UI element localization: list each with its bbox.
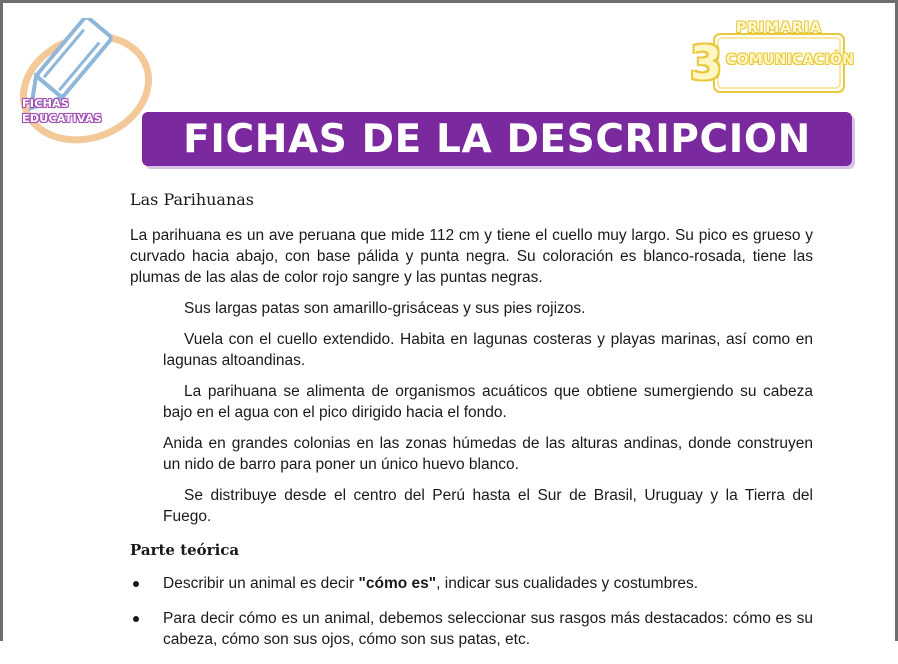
paragraph: La parihuana se alimenta de organismos acuáticos que obtiene sumergiendo su cabeza bajo en el agua con el pico dirigido hacia el fondo.: [163, 383, 813, 421]
paragraph: Se distribuye desde el centro del Perú hasta el Sur de Brasil, Uruguay y la Tierra del Fuego.: [163, 487, 813, 525]
paragraph: Anida en grandes colonias en las zonas húmedas de las alturas andinas, donde construyen un nido de barro para poner un único huevo blanco.: [163, 435, 813, 473]
badge-level: PRIMARIA: [736, 20, 822, 36]
title-banner: [142, 112, 852, 166]
theory-list: [130, 573, 813, 650]
bullet-icon: [133, 581, 139, 587]
list-item: Describir un animal es decir "cómo es", indicar sus cualidades y costumbres.: [130, 573, 813, 594]
banner-title: FICHAS DE LA DESCRIPCION: [183, 117, 811, 162]
page-border-top: [0, 0, 898, 3]
section-heading: Parte teórica: [130, 541, 240, 559]
logo-line-1: FICHAS: [22, 97, 70, 110]
page-border-left: [0, 0, 3, 641]
bullet-icon: [133, 616, 139, 622]
document-title: Las Parihuanas: [130, 190, 255, 209]
paragraph: Sus largas patas son amarillo-grisáceas y sus pies rojizos.: [184, 300, 586, 317]
list-item: Para decir cómo es un animal, debemos seleccionar sus rasgos más destacados: cómo es su cabeza, cómo son sus ojos, cómo son sus patas, etc.: [130, 608, 813, 650]
paragraph: La parihuana es un ave peruana que mide 112 cm y tiene el cuello muy largo. Su pico es grueso y curvado hacia abajo, con base pálida y punta negra. Su coloración es blanco-rosada, tiene las plumas de las alas de color rojo sangre y las puntas negras.: [130, 227, 813, 286]
badge-grade: 3: [690, 36, 723, 90]
paragraph: Vuela con el cuello extendido. Habita en lagunas costeras y playas marinas, así como en lagunas altoandinas.: [163, 331, 813, 369]
badge-subject: COMUNICACIÓN: [726, 52, 855, 68]
logo-line-2: EDUCATIVAS: [22, 112, 103, 125]
document-body: [130, 190, 813, 664]
logo-text: [22, 96, 132, 126]
